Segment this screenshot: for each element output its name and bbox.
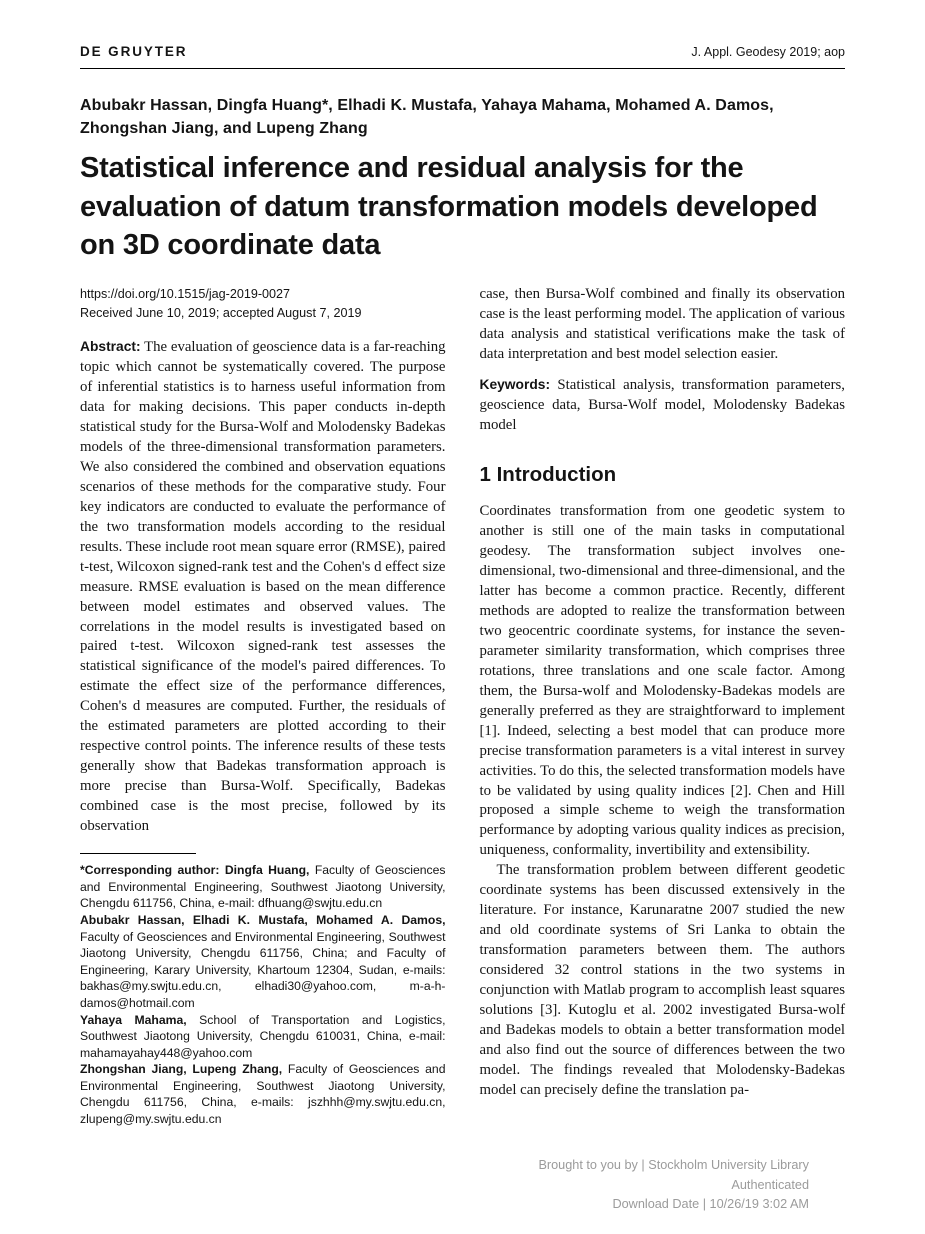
received-accepted-line: Received June 10, 2019; accepted August 7, 2019	[80, 306, 362, 321]
abstract-continuation-paragraph: case, then Bursa-Wolf combined and finally its observation case is the least performing model. The application of various data analysis and statistical verifications make the task of data interpretation and best model selection easier.	[479, 286, 845, 363]
footnote-corresponding-author	[80, 862, 446, 912]
footnote-bold-names: Zhongshan Jiang, Lupeng Zhang,	[80, 1062, 283, 1077]
abstract-text: The evaluation of geoscience data is a far-reaching topic which cannot be systematically covered. The purpose of inferential statistics is to harness useful information from data for making decisions. This paper conducts in-depth statistical study for the Bursa-Wolf and Molodensky Badekas models of the three-dimensional transformation parameters. We also considered the combined and observation equations scenarios of these methods for the comparative study. Four key indicators are conducted to evaluate the performance of the two transformation models according to the residual results. These include root mean square error (RMSE), paired t-test, Wilcoxon signed-rank test and the Cohen's d effect size measure. RMSE evaluation is based on the mean difference between model estimates and observed values. The correlations in the model results is investigated based on paired t-test. Wilcoxon signed-rank test assesses the statistical significance of the model's paired differences. To estimate the effect size of the performance differences, Cohen's d measures are computed. Further, the residuals of the estimated parameters are plotted according to their respective control points. The inference results of these tests generally show that Badekas transformation approach is more precise than Bursa-Wolf. Specifically, Badekas combined case is the most precise, followed by its observation	[80, 338, 446, 835]
doi-link[interactable]: https://doi.org/10.1515/jag-2019-0027	[80, 287, 291, 302]
footnote-affiliation-1	[80, 912, 446, 1012]
introduction-paragraph-1: Coordinates transformation from one geodetic system to another is still one of the main tasks in computational geodesy. The transformation subject involves one-dimensional, two-dimensional and three-dimensional, and the latter has become a common practice. Recently, different methods are adopted to realize the transformation between two geocentric coordinate systems, for instance the seven-parameter similarity transformation, which comprises three rotations, three translations and one scale factor. Among them, the Bursa-wolf and Molodensky-Badekas models are generally preferred as they are straightforward to implement [1]. Indeed, selecting a best model that can produce more precise transformation parameters is a vital interest in survey activities. To do this, the selected transformation models have to be validated by using quality indices [2]. Chen and Hill proposed a simple scheme to weigh the transformation performance by adopting various quality indices as precision, uniqueness, conformality, invertibility and extensibility.	[479, 502, 845, 859]
footnote-text: School of Transportation and Logistics, Southwest Jiaotong University, Chengdu 610031, China, e-mail: mahamayahay448@yahoo.com	[80, 1012, 446, 1060]
authors-line: Abubakr Hassan, Dingfa Huang*, Elhadi K. Mustafa, Yahaya Mahama, Mohamed A. Damos, Zhongshan Jiang, and Lupeng Zhang	[80, 97, 774, 138]
left-column	[80, 285, 446, 1128]
keywords-paragraph	[480, 376, 846, 436]
publisher-name: DE GRUYTER	[80, 44, 188, 59]
abstract-paragraph	[80, 338, 446, 837]
footnote-bold-names: *Corresponding author: Dingfa Huang,	[80, 863, 310, 878]
footnote-affiliation-3	[80, 1061, 446, 1127]
paper-title: Statistical inference and residual analysis for the evaluation of datum transformation models developed on 3D coordinate data	[80, 152, 818, 261]
introduction-paragraph-2: The transformation problem between different geodetic coordinate systems has been discussed extensively in the literature. For instance, Karunaratne 2007 studied the new and old coordinate systems of Sri Lanka to obtain the transformation parameters between them. The authors considered 32 control stations in the two systems in conjunction with Matlab program to accomplish least squares solutions [3]. Kutoglu et al. 2002 investigated Bursa-wolf and Badekas models to obtain a better transformation model and also find out the source of differences between the two model. The findings revealed that Molodensky-Badekas model can precisely define the translation pa-	[479, 862, 845, 1099]
abstract-label: Abstract:	[80, 338, 141, 354]
footnote-bold-names: Yahaya Mahama,	[80, 1012, 187, 1027]
footnote-divider	[80, 853, 196, 854]
section-heading-introduction: 1 Introduction	[479, 462, 617, 486]
provider-footer	[538, 1156, 809, 1215]
right-column	[480, 285, 846, 1128]
footer-provider-line: Brought to you by | Stockholm University Library	[538, 1157, 809, 1172]
footnote-text: Faculty of Geosciences and Environmental Engineering, Southwest Jiaotong University, Chengdu 611756, China; and Faculty of Engineering, Karary University, Khartoum 12304, Sudan, e-mails: bakhas@my.swjtu.edu.cn, elhadi30@yahoo.com, m-a-h-damos@hotmail.com	[80, 929, 446, 1010]
footnote-affiliation-2	[80, 1012, 446, 1062]
footnote-text: Faculty of Geosciences and Environmental Engineering, Southwest Jiaotong University, Chengdu 611756, China, e-mail: dfhuang@swjtu.edu.cn	[80, 863, 446, 911]
page-header	[80, 44, 845, 69]
footnotes-block	[80, 862, 446, 1128]
footer-authenticated-line: Authenticated	[731, 1177, 809, 1192]
keywords-text: Statistical analysis, transformation parameters, geoscience data, Bursa-Wolf model, Molodensky Badekas model	[479, 377, 845, 433]
journal-reference: J. Appl. Geodesy 2019; aop	[691, 45, 845, 59]
article-meta	[80, 285, 446, 323]
keywords-label: Keywords:	[479, 377, 551, 393]
footer-download-date-line: Download Date | 10/26/19 3:02 AM	[612, 1197, 809, 1212]
two-column-body	[80, 285, 845, 1128]
footnote-text: Faculty of Geosciences and Environmental Engineering, Southwest Jiaotong University, Chengdu 611756, China, e-mails: jszhhh@my.swjtu.edu.cn, zlupeng@my.swjtu.edu.cn	[80, 1062, 446, 1127]
footnote-bold-names: Abubakr Hassan, Elhadi K. Mustafa, Mohamed A. Damos,	[80, 912, 446, 927]
